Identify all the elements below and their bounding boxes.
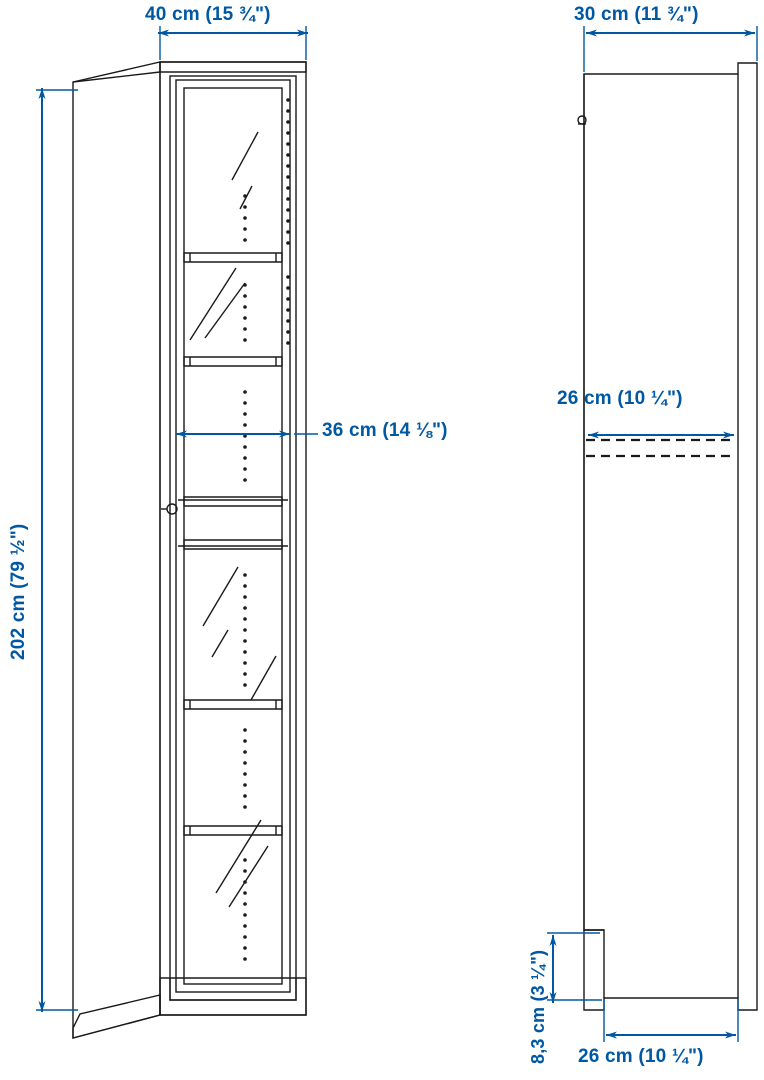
peg-hole-columns [243,98,290,961]
dimension-depth-total: 30 cm (11 ¾") [574,4,699,25]
side-view-geometry [578,63,757,1010]
dimension-depth-inner: 26 cm (10 ¼") [557,388,683,409]
dimension-plinth-depth: 26 cm (10 ¼") [578,1046,704,1067]
dimension-lines [36,26,757,1042]
dimension-width-front: 40 cm (15 ¾") [145,4,271,25]
dimension-shelf-width: 36 cm (14 ⅛") [322,420,448,441]
dimension-height-total: 202 cm (79 ½") [8,523,29,660]
side-view-dashed-lines [586,440,736,456]
front-view-geometry [73,62,306,1038]
dimension-plinth-height: 8,3 cm (3 ¼") [528,949,548,1064]
glass-reflection-lines [190,132,276,907]
